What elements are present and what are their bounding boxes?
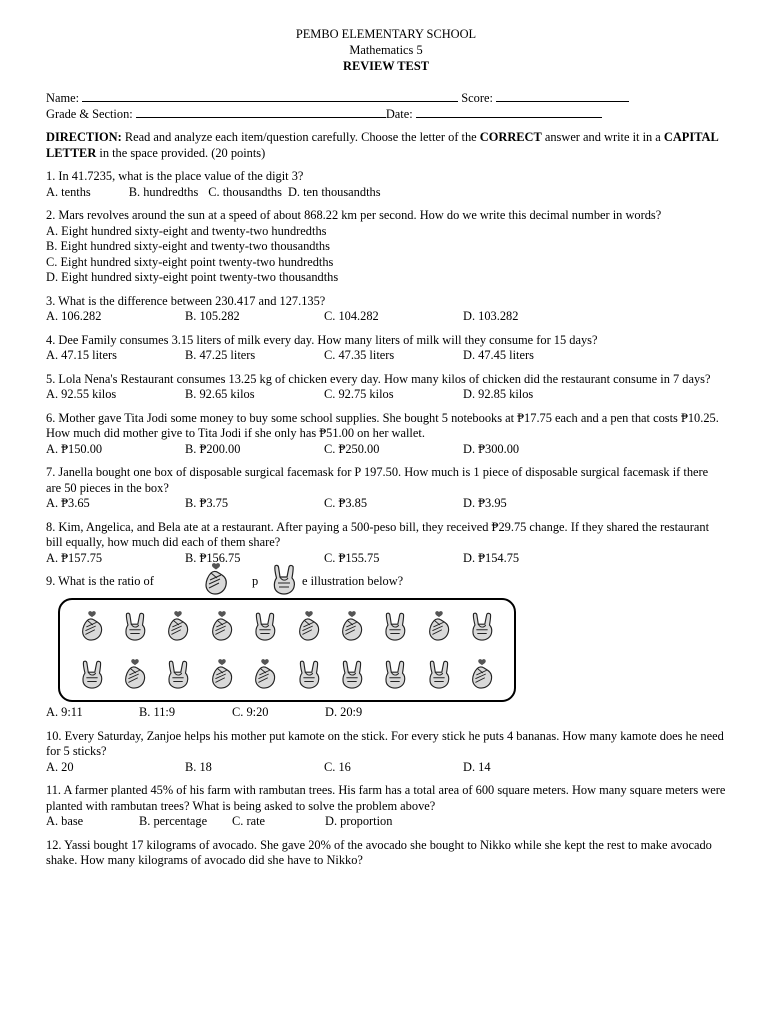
- name-label: Name:: [46, 91, 80, 105]
- worksheet: [46, 26, 726, 869]
- grade-section-blank[interactable]: [136, 106, 386, 118]
- heart-hand-icon: [113, 650, 156, 698]
- question-6: 6. Mother gave Tita Jodi some money to buy some school supplies. She bought 5 notebooks at ₱17.75 each and a pen that costs ₱10.25. How much did mother give to Tita Jodi if she only has ₱51.00 on her wallet. A. ₱150.00 B. ₱200.00 C. ₱250.00 D. ₱300.00: [46, 411, 726, 458]
- choices: A. 20 B. 18 C. 16 D. 14: [46, 759, 491, 774]
- rock-hand-icon: [268, 562, 300, 596]
- choices: A. Eight hundred sixty-eight and twenty-two hundredths B. Eight hundred sixty-eight and twenty-two thousandths C. Eight hundred sixty-eight point twenty-two hundredths D. Eight hundred sixty-eight point twenty-two thousandths: [46, 223, 339, 284]
- choices: A. ₱3.65 B. ₱3.75 C. ₱3.85 D. ₱3.95: [46, 496, 507, 510]
- test-title: REVIEW TEST: [343, 59, 429, 73]
- rock-hand-icon: [417, 650, 460, 698]
- rock-hand-icon: [287, 650, 330, 698]
- question-10: 10. Every Saturday, Zanjoe helps his mother put kamote on the stick. For every stick he puts 4 bananas. How many kamote does he need for 5 sticks? A. 20 B. 18 C. 16 D. 14: [46, 729, 726, 776]
- score-label: Score:: [461, 91, 493, 105]
- rock-hand-icon: [70, 650, 113, 698]
- choices: A. ₱157.75 B. ₱156.75 C. ₱155.75 D. ₱154.75: [46, 550, 520, 565]
- question-12: 12. Yassi bought 17 kilograms of avocado. She gave 20% of the avocado she bought to Nikko while she kept the rest to make avocado shake. How many kilograms of avocado did she have to Nikko?: [46, 837, 712, 867]
- heart-hand-icon: [417, 602, 460, 650]
- hand-illustration-box: [58, 598, 516, 702]
- name-blank[interactable]: [82, 90, 458, 102]
- heart-hand-icon: [330, 602, 373, 650]
- choices: A. 9:11 B. 11:9 C. 9:20 D. 20:9: [46, 705, 363, 719]
- choices: A. 47.15 liters B. 47.25 liters C. 47.35 liters D. 47.45 liters: [46, 348, 534, 362]
- rock-hand-icon: [244, 602, 287, 650]
- question-4: 4. Dee Family consumes 3.15 liters of milk every day. How many liters of milk will they consume for 15 days? A. 47.15 liters B. 47.25 liters C. 47.35 liters D. 47.45 liters: [46, 333, 726, 364]
- question-1: 1. In 41.7235, what is the place value of the digit 3? A. tenths B. hundredths C. thousandths D. ten thousandths: [46, 169, 726, 200]
- question-7: 7. Janella bought one box of disposable surgical facemask for P 197.50. How much is 1 piece of disposable surgical facemask if there are 50 pieces in the box? A. ₱3.65 B. ₱3.75 C. ₱3.85 D. ₱3.95: [46, 465, 726, 512]
- heart-hand-icon: [200, 602, 243, 650]
- question-9: 9. What is the ratio of p e illustration below? A. 9:11 B. 11:9 C. 9:20 D. 20:9: [46, 574, 726, 721]
- choices: A. base B. percentage C. rate D. proportion: [46, 814, 393, 828]
- score-blank[interactable]: [496, 90, 629, 102]
- heart-hand-icon: [157, 602, 200, 650]
- heart-hand-icon: [200, 650, 243, 698]
- heart-hand-icon: [70, 602, 113, 650]
- rock-hand-icon: [461, 602, 504, 650]
- direction-text: DIRECTION: Read and analyze each item/question carefully. Choose the letter of the CORRECT answer and write it in a CAPITAL LETTER in the space provided. (20 points): [46, 130, 719, 160]
- subject-title: Mathematics 5: [349, 43, 423, 57]
- heart-hand-icon: [200, 562, 232, 596]
- rock-hand-icon: [330, 650, 373, 698]
- question-3: 3. What is the difference between 230.417 and 127.135? A. 106.282 B. 105.282 C. 104.282 D. 103.282: [46, 294, 726, 325]
- choices: A. 106.282 B. 105.282 C. 104.282 D. 103.282: [46, 309, 519, 323]
- question-2: 2. Mars revolves around the sun at a speed of about 868.22 km per second. How do we write this decimal number in words? A. Eight hundred sixty-eight and twenty-two hundredths B. Eight hundred sixty-eight and twenty-two thousandths C. Eight hundred sixty-eight point twenty-two hundredths D. Eight hundred sixty-eight point twenty-two thousandths: [46, 208, 726, 286]
- choices: A. ₱150.00 B. ₱200.00 C. ₱250.00 D. ₱300.00: [46, 441, 520, 456]
- rock-hand-icon: [374, 650, 417, 698]
- question-5: 5. Lola Nena's Restaurant consumes 13.25 kg of chicken every day. How many kilos of chicken did the restaurant consume in 7 days? A. 92.55 kilos B. 92.65 kilos C. 92.75 kilos D. 92.85 kilos: [46, 372, 726, 403]
- rock-hand-icon: [113, 602, 156, 650]
- rock-hand-icon: [157, 650, 200, 698]
- question-11: 11. A farmer planted 45% of his farm with rambutan trees. His farm has a total area of 600 square meters. How many square meters were planted with rambutan trees? What is being asked to solve the problem above? A. base B. percentage C. rate D. proportion: [46, 783, 726, 828]
- heart-hand-icon: [244, 650, 287, 698]
- choices: A. tenths B. hundredths C. thousandths D. ten thousandths: [46, 184, 381, 199]
- choices: A. 92.55 kilos B. 92.65 kilos C. 92.75 kilos D. 92.85 kilos: [46, 387, 534, 401]
- grade-section-label: Grade & Section:: [46, 107, 133, 121]
- question-8: 8. Kim, Angelica, and Bela ate at a restaurant. After paying a 500-peso bill, they received ₱29.75 change. If they shared the restaurant bill equally, how much did each of them share? A. ₱157.75 B. ₱156.75 C. ₱155.75 D. ₱154.75: [46, 520, 726, 567]
- school-name: PEMBO ELEMENTARY SCHOOL: [295, 27, 477, 41]
- date-blank[interactable]: [416, 106, 602, 118]
- heart-hand-icon: [287, 602, 330, 650]
- rock-hand-icon: [374, 602, 417, 650]
- student-fields: [46, 90, 726, 122]
- date-label: Date:: [385, 107, 413, 121]
- heart-hand-icon: [461, 650, 504, 698]
